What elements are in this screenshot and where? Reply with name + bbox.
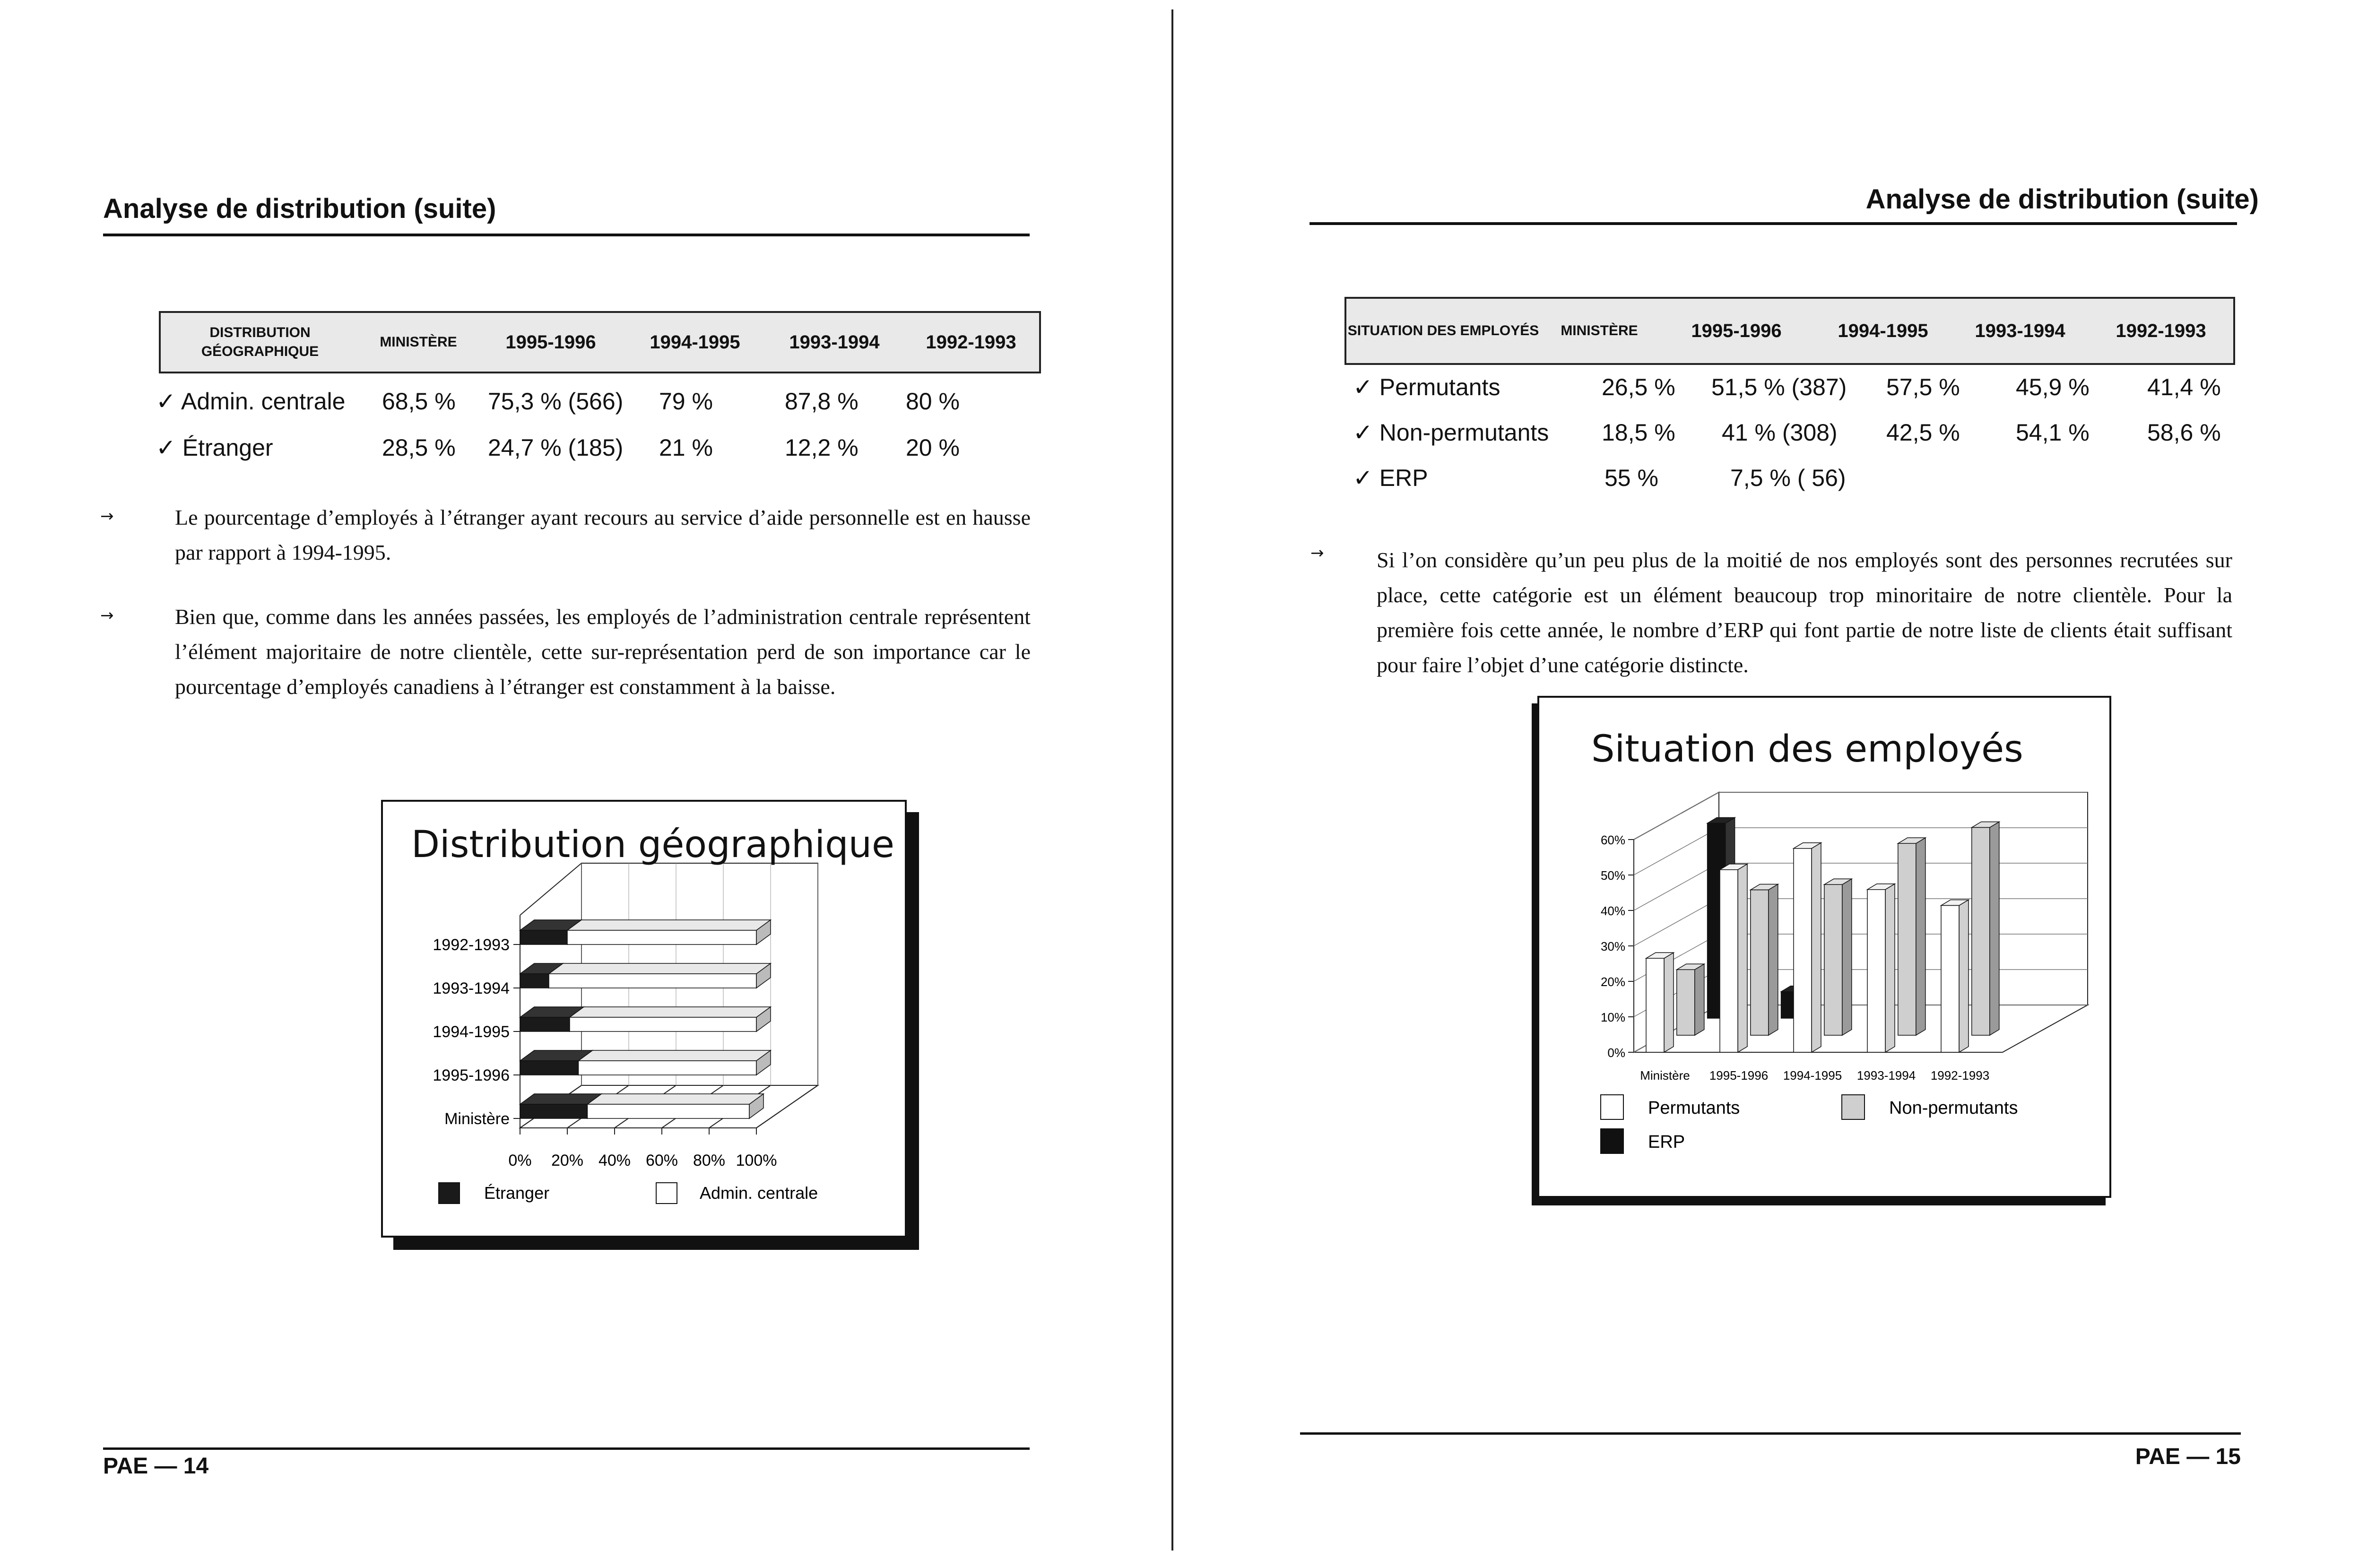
row-value: 24,7 % (185) [488, 434, 624, 461]
legend-swatch [1601, 1095, 1623, 1119]
table-header-year: 1993-1994 [1975, 320, 2065, 341]
legend-label: ERP [1648, 1132, 1685, 1152]
right-page [1182, 0, 2359, 1568]
table-row [1353, 464, 2251, 497]
page-header-title: Analyse de distribution (suite) [103, 193, 496, 224]
row-value: 75,3 % (566) [488, 388, 624, 415]
page-footer-number: PAE — 14 [103, 1454, 209, 1479]
chart-x-tick-label: 20% [551, 1152, 584, 1170]
bullet-paragraph: Bien que, comme dans les années passées, les employés de l’administration centrale représentent l’élément majoritaire de notre clientèle, cette sur-représentation perd de son importance car le pourcentage d’employés canadiens à l’étranger est constamment à la baisse. [175, 605, 1031, 699]
row-value: 80 % [906, 388, 960, 415]
arrow-bullet-icon: → [1310, 544, 1324, 563]
row-value: 41 % (308) [1722, 419, 1838, 446]
chart-bar [520, 1017, 570, 1031]
chart-axis-edge [520, 863, 581, 915]
legend-label: Admin. centrale [700, 1183, 818, 1203]
row-value: 41,4 % [2147, 374, 2221, 400]
chart-x-tick-label: 100% [736, 1152, 777, 1170]
chart-situation-svg [1539, 698, 2109, 1196]
row-value: 26,5 % [1602, 374, 1675, 400]
chart-employee-situation [1537, 696, 2111, 1198]
table-header-year: 1995-1996 [1691, 320, 1782, 341]
chart-y-tick-label: 0% [1607, 1046, 1625, 1060]
chart-geographic-distribution [381, 800, 907, 1238]
chart-bar [1677, 970, 1695, 1035]
chart-bar-side [1664, 953, 1674, 1052]
chart-x-tick-label: 1993-1994 [1856, 1068, 1916, 1083]
chart-bar-top [567, 920, 771, 930]
legend-swatch [1601, 1129, 1623, 1153]
chart-bar [570, 1017, 756, 1031]
chart-y-tick-label: 60% [1600, 833, 1625, 847]
chart-geographic-svg [383, 802, 905, 1236]
row-value: 21 % [659, 434, 713, 461]
legend-swatch [656, 1183, 677, 1204]
row-value: 28,5 % [382, 434, 456, 461]
row-value: 51,5 % (387) [1711, 374, 1847, 400]
chart-y-tick-label: 1994-1995 [433, 1023, 510, 1041]
arrow-bullet-icon: → [100, 606, 114, 625]
row-value: 54,1 % [2016, 419, 2090, 446]
table-header-year: 1992-1993 [926, 331, 1016, 353]
row-value: 68,5 % [382, 388, 456, 415]
legend-label: Non-permutants [1889, 1098, 2018, 1118]
chart-y-tick-label: 10% [1600, 1010, 1625, 1024]
chart-bar [1824, 884, 1842, 1035]
chart-bar [1941, 906, 1959, 1053]
chart-bar-side [1959, 900, 1969, 1053]
chart-bar [588, 1104, 750, 1118]
chart-bar-side [1842, 879, 1852, 1035]
chart-bar-side [1990, 822, 1999, 1036]
chart-bar-top [579, 1050, 771, 1061]
chart-x-tick-label: 1995-1996 [1709, 1068, 1769, 1083]
row-value: 87,8 % [785, 388, 859, 415]
chart-x-tick-label: 1994-1995 [1783, 1068, 1842, 1083]
chart-bar-top [549, 963, 771, 974]
chart-bar-side [1695, 964, 1704, 1035]
chart-bar-side [1812, 843, 1821, 1052]
table-header-year: 1992-1993 [2116, 320, 2206, 341]
row-label: ✓ ERP [1353, 465, 1428, 491]
chart-bar-top [588, 1094, 764, 1104]
footer-rule [103, 1447, 1030, 1450]
chart-bar [579, 1061, 757, 1075]
bullet-paragraph: Si l’on considère qu’un peu plus de la moitié de nos employés sont des personnes recrutées sur place, cette catégorie est un élément beaucoup trop minoritaire de notre clientèle. Pour la première fois cette année, le nombre d’ERP qui font partie de notre liste de clients était suffisant pour faire l’objet d’une catégorie distincte. [1377, 548, 2232, 677]
book-spine-line [1171, 9, 1173, 1551]
chart-y-tick-label: 1993-1994 [433, 979, 510, 997]
chart-bar-top [570, 1007, 771, 1017]
table-header-year: 1995-1996 [505, 331, 596, 353]
footer-rule [1300, 1432, 2241, 1435]
header-rule [1310, 222, 2237, 225]
chart-bar-side [1738, 864, 1747, 1052]
chart-y-tick-label: 30% [1600, 939, 1625, 953]
chart-y-tick-label: 40% [1600, 904, 1625, 918]
row-value: 57,5 % [1886, 374, 1960, 400]
table-header-ministere: MINISTÈRE [1561, 323, 1638, 338]
table-header-category: SITUATION DES EMPLOYÉS [1347, 323, 1539, 338]
row-label: ✓ Non-permutants [1353, 419, 1549, 446]
row-value: 18,5 % [1602, 419, 1675, 446]
chart-title: Situation des employés [1591, 728, 2023, 771]
header-rule [103, 234, 1030, 236]
chart-x-tick-label: 1992-1993 [1930, 1068, 1990, 1083]
row-label: ✓ Étranger [156, 434, 273, 461]
row-label: ✓ Admin. centrale [156, 388, 346, 415]
table-row [156, 388, 1054, 421]
chart-bar [1646, 958, 1664, 1052]
row-value: 42,5 % [1886, 419, 1960, 446]
row-value: 12,2 % [785, 434, 859, 461]
table-header-year: 1994-1995 [1838, 320, 1928, 341]
row-label: ✓ Permutants [1353, 374, 1500, 400]
page-footer-number: PAE — 15 [2135, 1444, 2241, 1469]
table-row [156, 434, 1054, 467]
chart-x-tick-label: 0% [508, 1152, 532, 1170]
row-value: 58,6 % [2147, 419, 2221, 446]
legend-label: Étranger [484, 1183, 550, 1203]
table-row [1353, 419, 2251, 452]
table-header-year: 1994-1995 [650, 331, 740, 353]
chart-bar [1898, 843, 1916, 1035]
chart-bar [520, 974, 549, 988]
row-value: 55 % [1604, 465, 1658, 491]
chart-bar [549, 974, 756, 988]
arrow-bullet-icon: → [100, 507, 114, 526]
legend-label: Permutants [1648, 1098, 1740, 1118]
chart-bar-side [1916, 838, 1925, 1035]
chart-x-tick-label: 60% [645, 1152, 678, 1170]
table-header-ministere: MINISTÈRE [380, 334, 457, 350]
row-value: 20 % [906, 434, 960, 461]
table-header [1344, 297, 2235, 365]
table-header-category: DISTRIBUTION GÉOGRAPHIQUE [201, 325, 319, 359]
left-page [0, 0, 1168, 1568]
chart-bar [1972, 828, 1990, 1036]
row-value: 7,5 % ( 56) [1730, 465, 1846, 491]
legend-swatch [1842, 1095, 1865, 1119]
table-header-year: 1993-1994 [789, 331, 880, 353]
chart-x-tick-label: 40% [598, 1152, 631, 1170]
chart-y-tick-label: 1992-1993 [433, 936, 510, 954]
page-header-title: Analyse de distribution (suite) [1865, 184, 2259, 215]
chart-bar [520, 1061, 579, 1075]
chart-bar [1720, 870, 1738, 1052]
bullet-paragraph: Le pourcentage d’employés à l’étranger ayant recours au service d’aide personnelle est en hausse par rapport à 1994-1995. [175, 505, 1031, 564]
chart-bar [1751, 890, 1769, 1036]
row-value: 45,9 % [2016, 374, 2090, 400]
legend-swatch [439, 1183, 460, 1204]
chart-x-tick-label: Ministère [1640, 1068, 1690, 1083]
row-value: 79 % [659, 388, 713, 415]
chart-y-tick-label: 50% [1600, 868, 1625, 883]
chart-bar [1867, 890, 1885, 1052]
chart-y-tick-label: Ministère [444, 1110, 510, 1128]
chart-bar [520, 930, 567, 944]
chart-bar-side [1769, 884, 1778, 1036]
chart-x-tick-label: 80% [693, 1152, 726, 1170]
table-row [1353, 373, 2251, 407]
chart-y-tick-label: 20% [1600, 975, 1625, 989]
table-header [159, 311, 1041, 373]
chart-title: Distribution géographique [411, 823, 894, 866]
chart-bar [520, 1104, 588, 1118]
chart-bar [1794, 849, 1812, 1052]
chart-bar-side [1885, 884, 1895, 1052]
chart-y-tick-label: 1995-1996 [433, 1066, 510, 1084]
chart-bar [567, 930, 756, 944]
